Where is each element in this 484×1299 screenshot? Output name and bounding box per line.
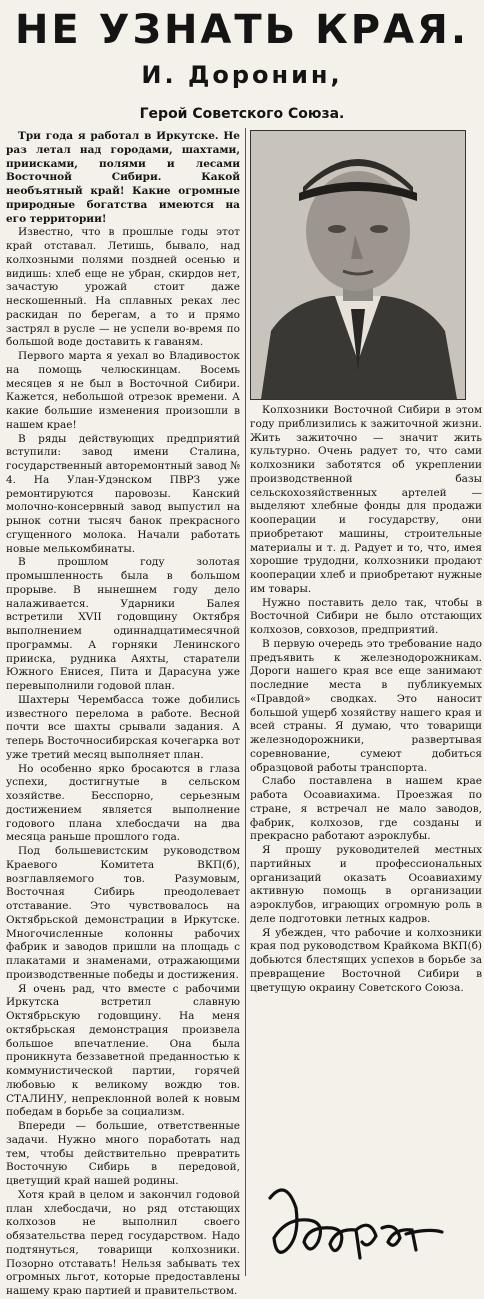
- paragraph-11: Хотя край в целом и закончил годовой план хлебосдачи, но ряд отстающих колхозов не выполнил своего обязательства перед государством. Надо подтянуться, товарищи колхозники. Позорно отставать! Нельзя забывать тех огромных льгот, которые предоставлены нашему краю партией и правительством.: [6, 1188, 240, 1297]
- author-name: И. Доронин,: [141, 61, 343, 89]
- portrait-photo-icon: [250, 130, 466, 400]
- paragraph-10: Впереди — большие, ответственные задачи. Нужно много поработать над тем, чтобы действительно превратить Восточную Сибирь в передовой, цветущий край нашей родины.: [6, 1120, 240, 1187]
- column-divider: [245, 128, 246, 1276]
- left-column: [6, 130, 241, 1297]
- paragraph-1: Три года я работал в Иркутске. Не раз летал над городами, шахтами, приисками, полями и лесами Восточной Сибири. Какой необъятный край! Какие огромные природные богатства имеются на его территории!: [6, 130, 240, 225]
- paragraph-5: В прошлом году золотая промышленность была в большом прорыве. В нынешнем году дело налаживается. Ударники Балея встретили XVII годовщину Октября выполнением одиннадцатимесячной программы. А горняки Ленинского прииска, рудника Аяхты, старатели Южного Енисея, Пита и Дарасуна уже перевыполнили годовой план.: [6, 556, 240, 692]
- article-headline: НЕ УЗНАТЬ КРАЯ.: [14, 7, 470, 53]
- paragraph-14: В первую очередь это требование надо предъявить к железнодорожникам. Дороги нашего края все еще занимают последние места в публикуемых «Правдой» сводках. Это наносит большой ущерб хозяйству нашего края и всей страны. Я думаю, что товарищи железнодорожники, развертывая соревнование, сумеют добиться образцовой работы транспорта.: [250, 637, 482, 774]
- paragraph-4: В ряды действующих предприятий вступили: завод имени Сталина, государственный авторемонтный завод № 4. На Улан-Удэнском ПВРЗ уже ремонтируются паровозы. Канский молочно-консервный завод выпустил на рынок сотни тысяч банок прекрасного сгущенного молока. Начали работать новые мелькомбинаты.: [6, 432, 241, 555]
- paragraph-9: Я очень рад, что вместе с рабочими Иркутска встретил славную Октябрьскую годовщину. На меня октябрьская демонстрация произвела большое впечатление. Она была проникнута беззаветной преданностью к коммунистической партии, горячей любовью к великому вождю тов. СТАЛИНУ, непреклонной волей к новым победам в борьбе за социализм.: [6, 982, 240, 1119]
- paragraph-2: Известно, что в прошлые годы этот край отставал. Летишь, бывало, над колхозными полями поздней осенью и видишь: хлеб еще не убран, скирдов нет, зачастую урожай стоит даже нескошенный. На сплавных реках лес раскидан по берегам, а то и прямо застрял в русле — не успели во-время по большой воде доставить к гаваням.: [6, 226, 240, 349]
- paragraph-6: Шахтеры Черембасса тоже добились известного перелома в работе. Весной почти все шахты срывали задания. А теперь Восточносибирская кочегарка вот уже третий месяц выполняет план.: [6, 693, 240, 761]
- paragraph-3: Первого марта я уехал во Владивосток на помощь челюскинцам. Восемь месяцев я не был в Восточной Сибири. Кажется, небольшой отрезок времени. А какие большие изменения произошли в нашем крае!: [6, 350, 240, 431]
- paragraph-15: Слабо поставлена в нашем крае работа Осоавиахима. Проезжая по стране, я встречал не мало заводов, фабрик, колхозов, где созданы и прекрасно работают аэроклубы.: [250, 775, 482, 843]
- handwritten-signature-icon: [256, 1158, 456, 1268]
- paragraph-16: Я прошу руководителей местных партийных и профессиональных организаций оказать Осоавиахиму активную помощь в организации аэроклубов, играющих огромную роль в деле подготовки летных кадров.: [250, 844, 482, 925]
- paragraph-12: Колхозники Восточной Сибири в этом году приблизились к зажиточной жизни. Жить зажиточно — значит жить культурно. Очень радует то, что сами колхозники заботятся об укреплении производственной базы сельскохозяйственных артелей — выделяют хлебные фонды для продажи кооперации и государству, они приобретают машины, строительные материалы и т. д. Радует и то, что, имея хорошие трудодни, колхозники продают кооперации хлеб и приобретают нужные им товары.: [250, 404, 482, 595]
- paragraph-7: Но особенно ярко бросаются в глаза успехи, достигнутые в сельском хозяйстве. Бесспорно, серьезным достижением является выполнение годового плана хлебосдачи на два месяца раньше прошлого года.: [6, 762, 240, 844]
- paragraph-8: Под большевистским руководством Краевого Комитета ВКП(б), возглавляемого тов. Разумовым, Восточная Сибирь преодолевает отставание. Это чувствовалось на Октябрьской демонстрации в Иркутске. Многочисленные колонны рабочих фабрик и заводов пришли на площадь с плакатами и знаменами, отражающими производственные победы и достижения.: [6, 845, 240, 981]
- paragraph-17: Я убежден, что рабочие и колхозники края под руководством Крайкома ВКП(б) добьются блестящих успехов в борьбе за превращение Восточной Сибири в цветущую окраину Советского Союза.: [250, 926, 482, 994]
- paragraph-13: Нужно поставить дело так, чтобы в Восточной Сибири не было отстающих колхозов, совхозов, предприятий.: [250, 596, 482, 636]
- right-column: [250, 404, 482, 1150]
- author-title: Герой Советского Союза.: [139, 106, 345, 122]
